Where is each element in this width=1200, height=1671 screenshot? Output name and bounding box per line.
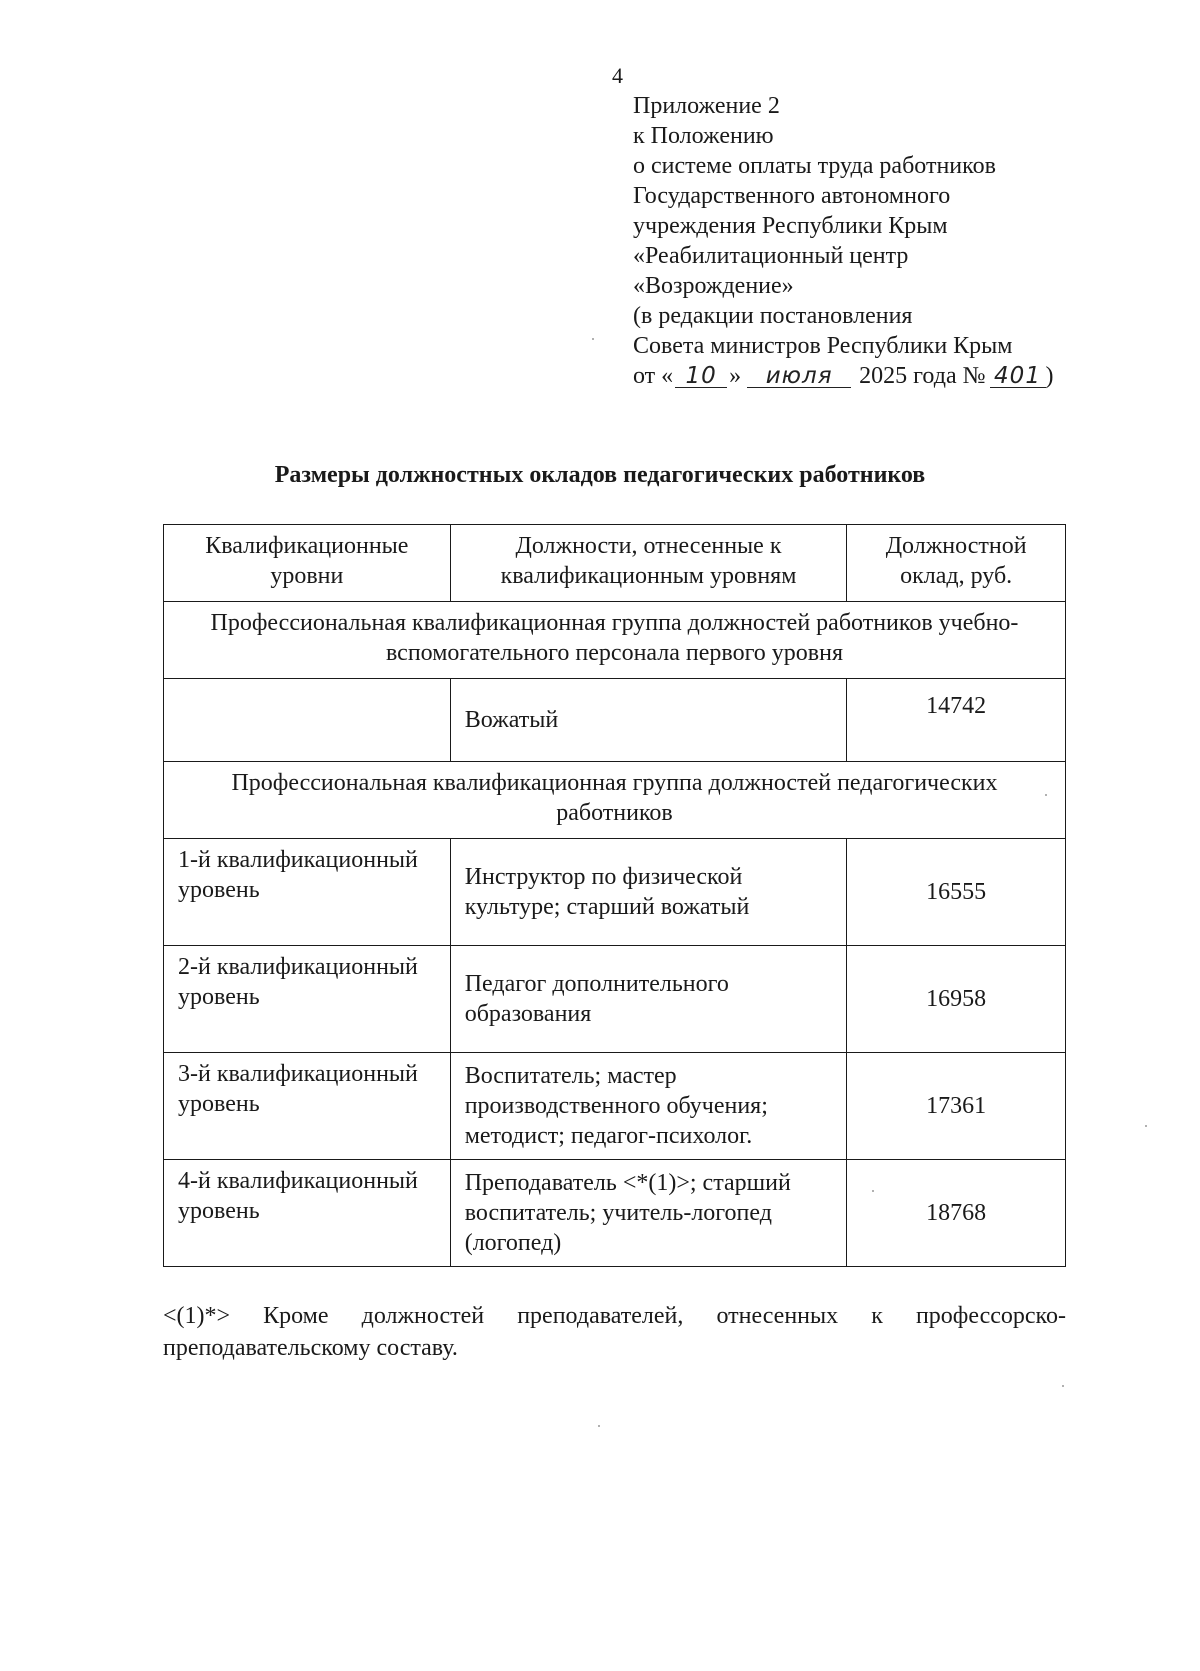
group-title: Профессиональная квалификационная группа должностей педагогических работников: [164, 762, 1066, 839]
salary-cell: 18768: [847, 1160, 1066, 1267]
level-cell: 3-й квалификационный уровень: [164, 1053, 451, 1160]
level-cell: 1-й квалификационный уровень: [164, 839, 451, 946]
group-title: Профессиональная квалификационная группа должностей работников учебно-вспомогательного персонала первого уровня: [164, 602, 1066, 679]
resolution-date-line: [633, 361, 1173, 391]
level-cell: [164, 679, 451, 762]
group-header-row: [164, 762, 1066, 839]
salary-cell: 16958: [847, 946, 1066, 1053]
appendix-line: к Положению: [633, 123, 774, 149]
scan-speck: [872, 1190, 874, 1192]
document-title: Размеры должностных окладов педагогических работников: [274, 462, 926, 488]
salary-cell: 17361: [847, 1053, 1066, 1160]
appendix-line: учреждения Республики Крым: [633, 213, 948, 239]
table-row: [164, 1053, 1066, 1160]
date-mid: »: [729, 363, 748, 389]
scan-speck: [1062, 1385, 1064, 1387]
handwritten-day: 10: [675, 365, 727, 388]
positions-cell: Инструктор по физической культуре; старший вожатый: [450, 839, 847, 946]
group-header-row: [164, 602, 1066, 679]
scan-speck: [598, 1425, 600, 1427]
appendix-line: Государственного автономного: [633, 183, 951, 209]
scan-speck: [1145, 1125, 1147, 1127]
header-positions: Должности, отнесенные к квалификационным уровням: [450, 525, 847, 602]
appendix-line: Приложение 2: [633, 93, 780, 119]
year-text: 2025 года №: [859, 363, 986, 389]
table-row: [164, 839, 1066, 946]
header-salary: Должностной оклад, руб.: [847, 525, 1066, 602]
appendix-header: [633, 91, 1173, 391]
level-cell: 4-й квалификационный уровень: [164, 1160, 451, 1267]
salary-cell: 14742: [847, 679, 1066, 762]
table-row: [164, 946, 1066, 1053]
header-levels: Квалификационные уровни: [164, 525, 451, 602]
table-row: [164, 679, 1066, 762]
footnote: <(1)*> Кроме должностей преподавателей, отнесенных к профессорско-преподавательскому составу.: [163, 1303, 1066, 1361]
table-header-row: [164, 525, 1066, 602]
appendix-line: «Реабилитационный центр: [633, 243, 909, 269]
appendix-line: «Возрождение»: [633, 273, 794, 299]
handwritten-month: июля: [747, 365, 851, 388]
salary-cell: 16555: [847, 839, 1066, 946]
appendix-line: Совета министров Республики Крым: [633, 333, 1013, 359]
positions-cell: Преподаватель <*(1)>; старший воспитатель; учитель-логопед (логопед): [450, 1160, 847, 1267]
positions-cell: Вожатый: [450, 679, 847, 762]
page-number: 4: [612, 63, 623, 88]
appendix-line: о системе оплаты труда работников: [633, 153, 996, 179]
table-row: [164, 1160, 1066, 1267]
date-suffix: ): [1045, 363, 1054, 389]
date-prefix: от «: [633, 363, 674, 389]
positions-cell: Педагог дополнительного образования: [450, 946, 847, 1053]
salary-table: [163, 524, 1066, 1267]
scan-speck: [592, 338, 594, 340]
handwritten-number: 401: [990, 365, 1046, 388]
positions-cell: Воспитатель; мастер производственного обучения; методист; педагог-психолог.: [450, 1053, 847, 1160]
appendix-line: (в редакции постановления: [633, 303, 913, 329]
scan-speck: [1045, 794, 1047, 796]
level-cell: 2-й квалификационный уровень: [164, 946, 451, 1053]
